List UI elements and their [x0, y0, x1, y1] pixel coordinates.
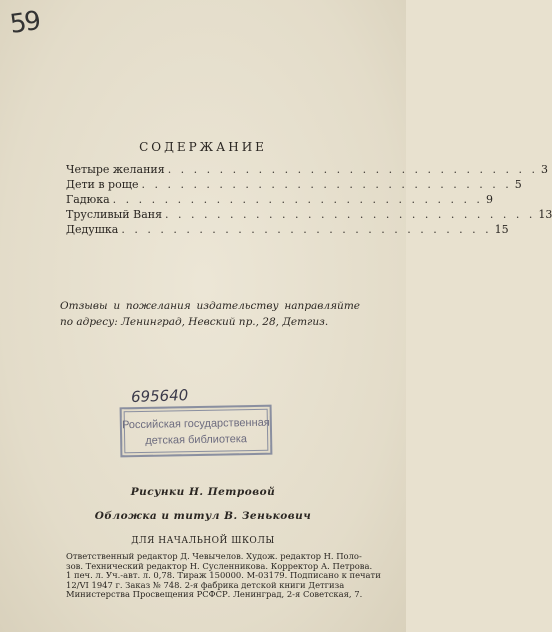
toc-item-label: Трусливый Ваня — [66, 208, 163, 221]
handwritten-page-mark: 59 — [8, 6, 42, 40]
toc-leader-dots: . . . . . . . . . . . . . . . . . . . . . . . . . . . . . — [165, 208, 536, 221]
toc-item — [66, 177, 522, 192]
imprint-line: 12/VI 1947 г. Заказ № 748. 2-я фабрика детской книги Детгиза — [66, 579, 345, 590]
imprint-line: Министерства Просвещения РСФСР. Ленинград, 2-я Советская, 7. — [66, 589, 363, 600]
audience-label: ДЛЯ НАЧАЛЬНОЙ ШКОЛЫ — [131, 536, 275, 546]
toc-item-page: 9 — [485, 193, 493, 206]
toc-leader-dots: . . . . . . . . . . . . . . . . . . . . . . . . . . . . . — [141, 178, 512, 191]
toc-leader-dots: . . . . . . . . . . . . . . . . . . . . . . . . . . . . . — [112, 193, 483, 206]
toc-item-label: Дети в роще — [66, 178, 139, 191]
library-stamp — [120, 405, 273, 458]
imprint-line: Ответственный редактор Д. Чевычелов. Худож. редактор Н. Поло- — [66, 551, 362, 561]
inventory-number: 695640 — [130, 386, 189, 406]
feedback-notice: Отзывы и пожелания издательству направляйте по адресу: Ленинград, Невский пр., 28, Детгиз. — [60, 300, 360, 328]
toc-item-page: 5 — [514, 178, 522, 191]
toc-leader-dots: . . . . . . . . . . . . . . . . . . . . . . . . . . . . . — [167, 163, 538, 176]
imprint-line: зов. Технический редактор Н. Сусленникова. Корректор А. Петрова. — [66, 560, 373, 571]
illustrations-credit: Рисунки Н. Петровой — [130, 486, 276, 498]
stamp-line: Российская государственная — [121, 416, 270, 432]
toc-item-page: 15 — [494, 223, 509, 236]
toc-item-page: 13 — [538, 208, 552, 221]
imprint-line: 1 печ. л. Уч.-авт. л. 0,78. Тираж 150000. М-03179. Подписано к печати — [66, 570, 381, 581]
table-of-contents — [66, 162, 552, 237]
toc-item — [66, 162, 548, 177]
toc-item-label: Четыре желания — [66, 163, 165, 176]
toc-leader-dots: . . . . . . . . . . . . . . . . . . . . . . . . . . . . . — [121, 223, 492, 236]
cover-credit: Обложка и титул В. Зенькович — [94, 510, 312, 522]
toc-item — [66, 222, 509, 237]
toc-item-label: Дедушка — [66, 223, 119, 236]
show-through-text — [0, 370, 406, 394]
toc-title: СОДЕРЖАНИЕ — [139, 140, 267, 154]
imprint-block — [66, 551, 381, 600]
toc-item-label: Гадюка — [66, 193, 110, 206]
toc-item — [66, 207, 552, 222]
stamp-line: детская библиотека — [145, 433, 248, 447]
toc-item-page: 3 — [541, 163, 548, 176]
toc-item — [66, 192, 493, 207]
